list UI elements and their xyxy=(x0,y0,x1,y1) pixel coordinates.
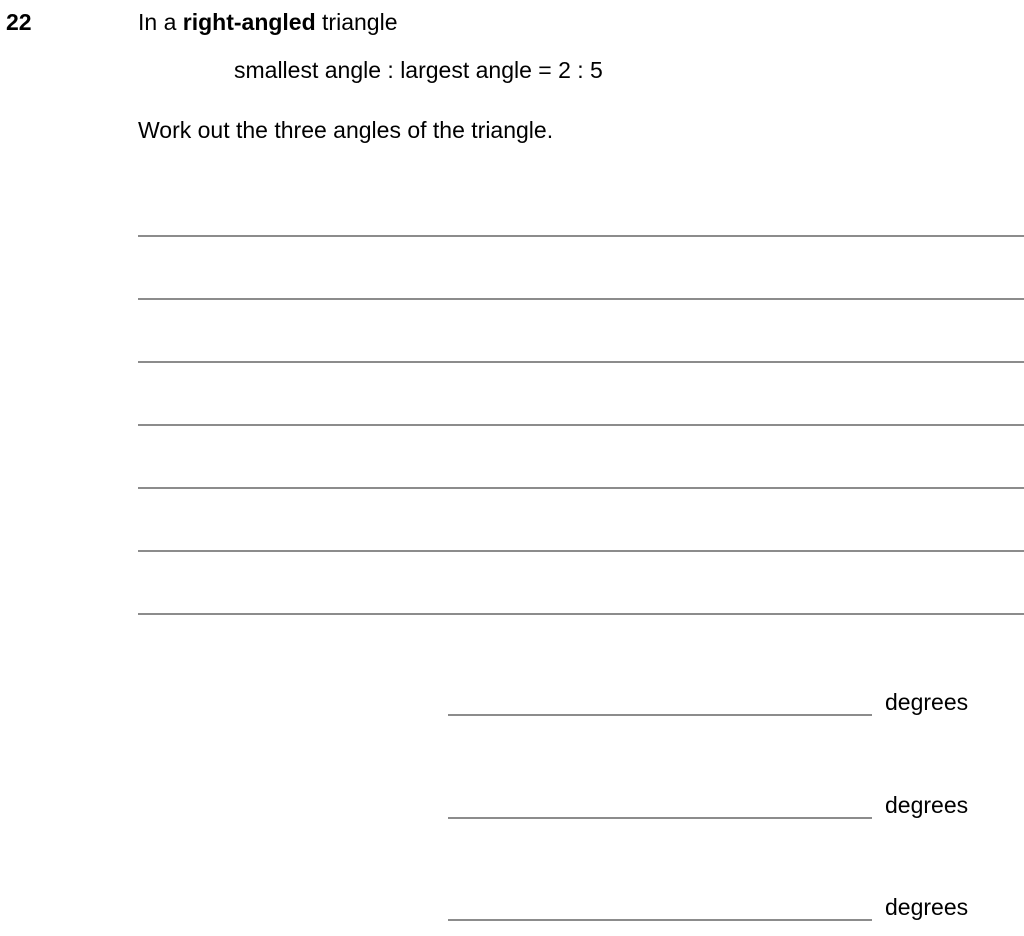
answer-line-2[interactable] xyxy=(448,817,872,819)
working-line xyxy=(138,613,1024,615)
working-line xyxy=(138,487,1024,489)
working-line xyxy=(138,424,1024,426)
instruction-text: Work out the three angles of the triangle. xyxy=(138,117,554,143)
working-line xyxy=(138,235,1024,237)
ratio-statement: smallest angle : largest angle = 2 : 5 xyxy=(234,57,603,83)
intro-suffix: triangle xyxy=(315,9,398,35)
answer-row-3 xyxy=(448,893,1008,933)
working-line xyxy=(138,550,1024,552)
intro-bold-term: right-angled xyxy=(182,9,316,35)
working-line xyxy=(138,298,1024,300)
answer-unit-label: degrees xyxy=(885,689,969,715)
answer-line-1[interactable] xyxy=(448,714,872,716)
intro-prefix: In a xyxy=(138,9,183,35)
answer-unit-label: degrees xyxy=(885,792,969,818)
answer-unit-label: degrees xyxy=(885,894,969,920)
answer-row-2 xyxy=(448,791,1008,831)
answer-row-1 xyxy=(448,688,1008,728)
answer-line-3[interactable] xyxy=(448,919,872,921)
question-number: 22 xyxy=(6,9,32,35)
working-line xyxy=(138,361,1024,363)
